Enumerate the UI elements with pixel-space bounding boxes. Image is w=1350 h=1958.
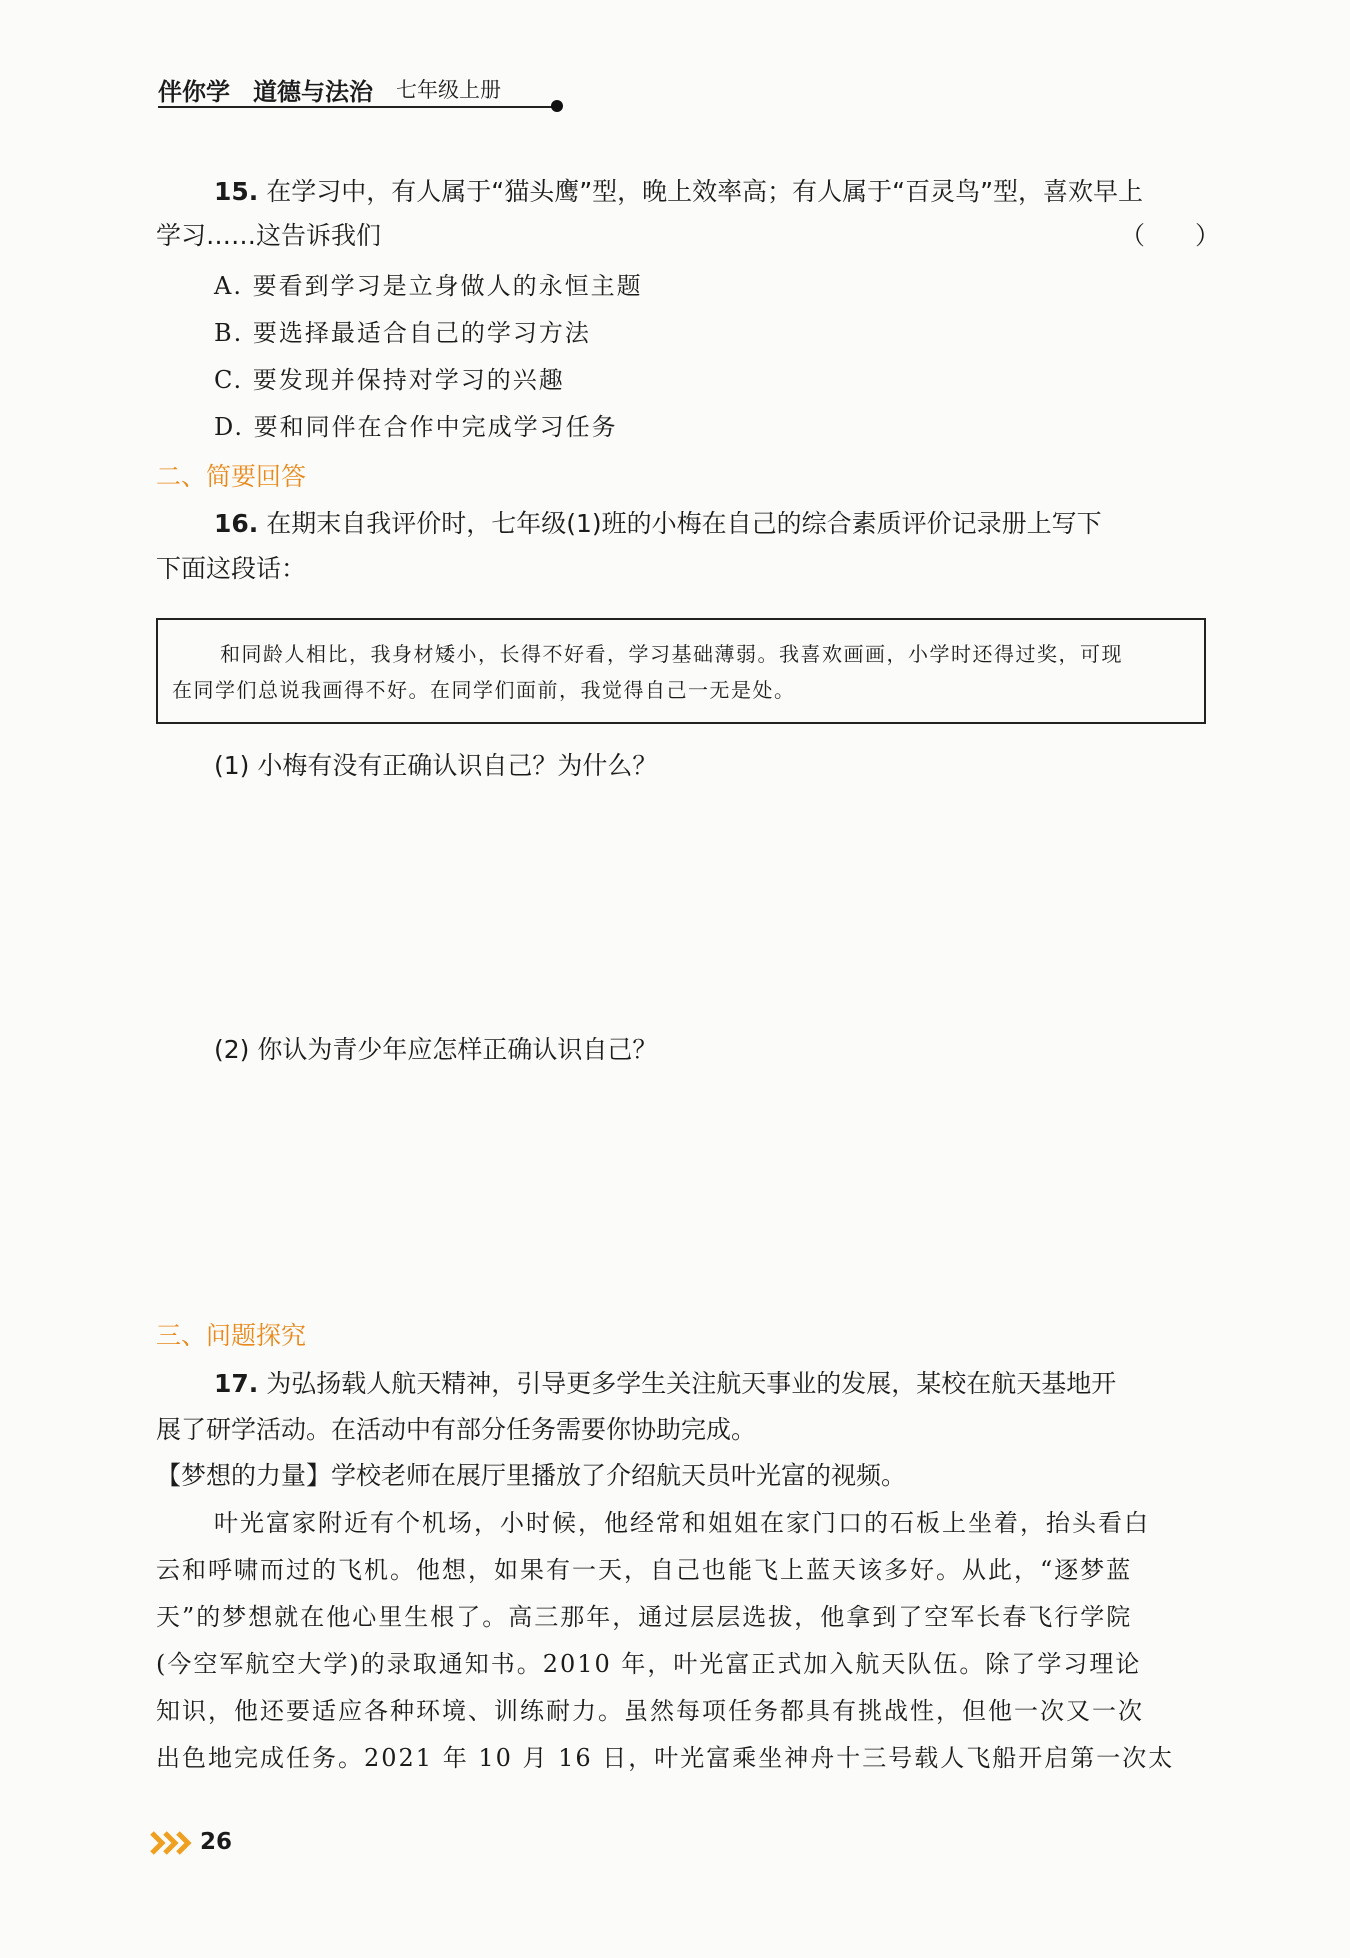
q15-option-b: B. 要选择最适合自己的学习方法 <box>214 319 591 347</box>
chevron-arrows-icon <box>150 1830 194 1856</box>
q17-paragraph-line-2: 云和呼啸而过的飞机。他想，如果有一天，自己也能飞上蓝天该多好。从此，“逐梦蓝 <box>156 1556 1133 1584</box>
q17-paragraph-line-5: 知识，他还要适应各种环境、训练耐力。虽然每项任务都具有挑战性，但他一次又一次 <box>156 1697 1144 1725</box>
q15-stem-2: 学习……这告诉我们 <box>156 221 382 250</box>
page-number: 26 <box>200 1829 233 1855</box>
q17-stem-1: 为弘扬载人航天精神，引导更多学生关注航天事业的发展，某校在航天基地开 <box>266 1369 1117 1398</box>
q17-task-text: 学校老师在展厅里播放了介绍航天员叶光富的视频。 <box>331 1461 907 1490</box>
q15-option-a: A. 要看到学习是立身做人的永恒主题 <box>214 272 643 300</box>
q16-stem-2: 下面这段话： <box>156 554 307 583</box>
q16-subquestion-1: (1) 小梅有没有正确认识自己？为什么？ <box>214 751 658 780</box>
header-dot-icon <box>551 100 563 112</box>
q17-task-title: 【梦想的力量】 <box>156 1461 332 1490</box>
q16-subquestion-2: (2) 你认为青少年应怎样正确认识自己？ <box>214 1035 658 1064</box>
q17-paragraph-line-1: 叶光富家附近有个机场，小时候，他经常和姐姐在家门口的石板上坐着，抬头看白 <box>214 1509 1150 1537</box>
page-header <box>158 72 558 112</box>
section-heading-3: 三、问题探究 <box>156 1321 307 1350</box>
q16-line-1 <box>214 508 1102 540</box>
header-rule <box>158 106 556 108</box>
q17-paragraph-line-4: (今空军航空大学)的录取通知书。2010 年，叶光富正式加入航天队伍。除了学习理论 <box>156 1650 1142 1678</box>
section-heading-2: 二、简要回答 <box>156 462 307 491</box>
q17-number: 17. <box>214 1369 259 1398</box>
header-subject: 道德与法治 <box>253 78 373 106</box>
q17-paragraph-line-3: 天”的梦想就在他心里生根了。高三那年，通过层层选拔，他拿到了空军长春飞行学院 <box>156 1603 1133 1631</box>
q16-quote-line-2: 在同学们总说我画得不好。在同学们面前，我觉得自己一无是处。 <box>172 678 796 702</box>
q17-line-1 <box>214 1368 1116 1400</box>
q17-task-line <box>156 1460 906 1492</box>
q15-number: 15. <box>214 177 259 206</box>
q15-option-d: D. 要和同伴在合作中完成学习任务 <box>214 413 618 441</box>
q15-line-1 <box>214 176 1143 208</box>
q17-paragraph-line-6: 出色地完成任务。2021 年 10 月 16 日，叶光富乘坐神舟十三号载人飞船开启第一次太 <box>156 1744 1175 1772</box>
header-grade: 七年级上册 <box>396 78 501 102</box>
q15-stem-1: 在学习中，有人属于“猫头鹰”型，晚上效率高；有人属于“百灵鸟”型，喜欢早上 <box>266 177 1144 206</box>
header-brand: 伴你学 <box>158 78 230 106</box>
q16-stem-1: 在期末自我评价时，七年级(1)班的小梅在自己的综合素质评价记录册上写下 <box>266 509 1102 538</box>
q16-number: 16. <box>214 509 259 538</box>
q16-quote-line-1: 和同龄人相比，我身材矮小，长得不好看，学习基础薄弱。我喜欢画画，小学时还得过奖，可现 <box>220 642 1123 666</box>
q15-option-c: C. 要发现并保持对学习的兴趣 <box>214 366 565 394</box>
q17-stem-2: 展了研学活动。在活动中有部分任务需要你协助完成。 <box>156 1415 757 1444</box>
q16-quote-box <box>156 618 1206 724</box>
q15-answer-parentheses: （ ） <box>1120 221 1221 250</box>
